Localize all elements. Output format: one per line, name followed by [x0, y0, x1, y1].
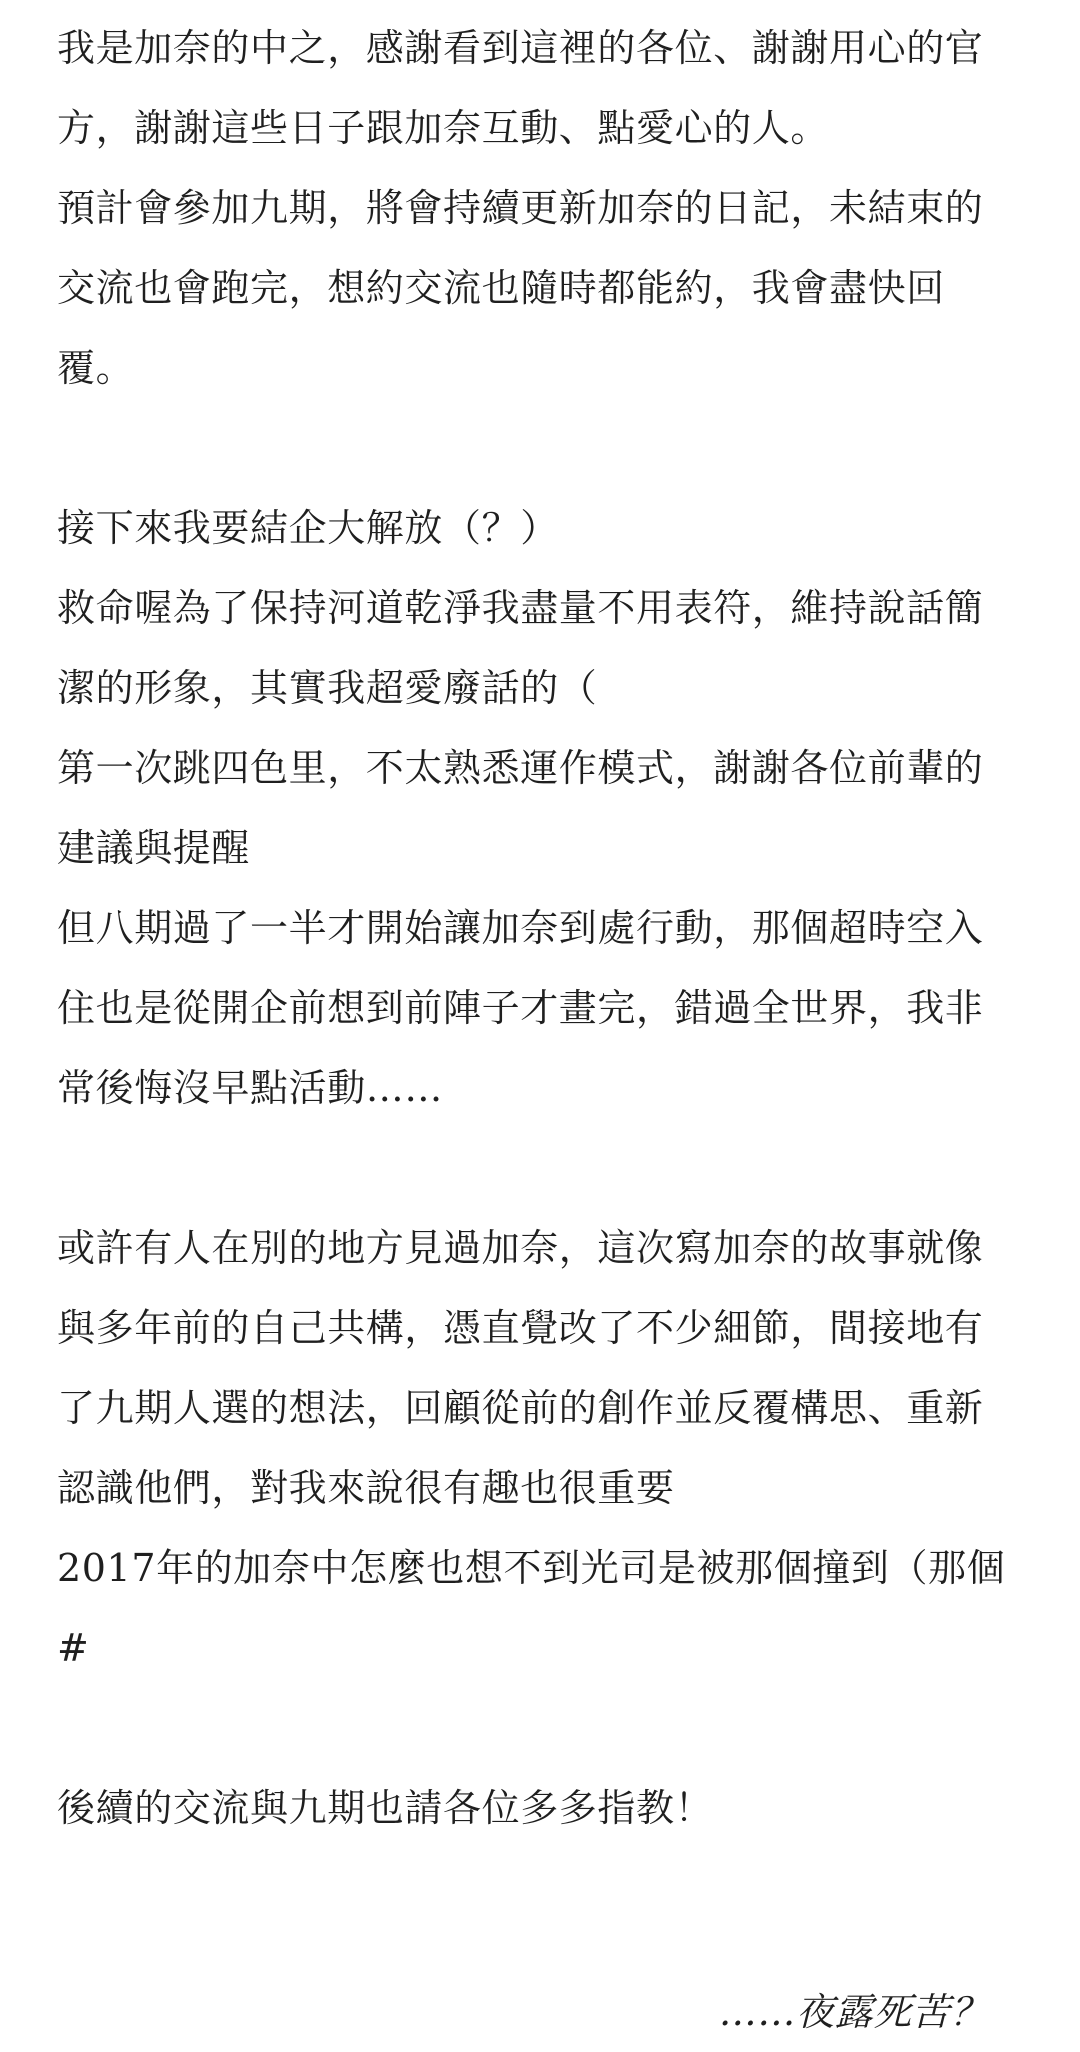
paragraph-emoji-note: 救命喔為了保持河道乾淨我盡量不用表符，維持說話簡潔的形象，其實我超愛廢話的（ [57, 586, 984, 710]
paragraph-closing: 後續的交流與九期也請各位多多指教！ [57, 1786, 714, 1830]
paragraph-gap [57, 1688, 1019, 1768]
paragraph-gap [57, 408, 1019, 488]
paragraph-plans: 預計會參加九期，將會持續更新加奈的日記，未結束的交流也會跑完，想約交流也隨時都能約，我會盡快回覆。 [57, 186, 984, 390]
paragraph-gap [57, 1128, 1019, 1208]
paragraph-first-time: 第一次跳四色里，不太熟悉運作模式，謝謝各位前輩的建議與提醒 [57, 746, 984, 870]
paragraph-regret: 但八期過了一半才開始讓加奈到處行動，那個超時空入住也是從開企前想到前陣子才畫完，錯過全世界，我非常後悔沒早點活動…… [57, 906, 984, 1110]
paragraph-intro-reflection: 接下來我要結企大解放（？） [57, 506, 559, 550]
paragraph-history: 或許有人在別的地方見過加奈，這次寫加奈的故事就像與多年前的自己共構，憑直覺改了不少細節，間接地有了九期人選的想法，回顧從前的創作並反覆構思、重新認識他們，對我來說很有趣也很重要 [57, 1226, 984, 1510]
paragraph-gap [57, 1848, 1019, 1972]
paragraph-2017: 2017年的加奈中怎麼也想不到光司是被那個撞到（那個# [57, 1546, 1006, 1670]
paragraph-greeting: 我是加奈的中之，感謝看到這裡的各位、謝謝用心的官方，謝謝這些日子跟加奈互動、點愛心的人。 [57, 26, 984, 150]
note-body [57, 8, 1019, 2052]
signature: ……夜露死苦？ [718, 1990, 989, 2034]
